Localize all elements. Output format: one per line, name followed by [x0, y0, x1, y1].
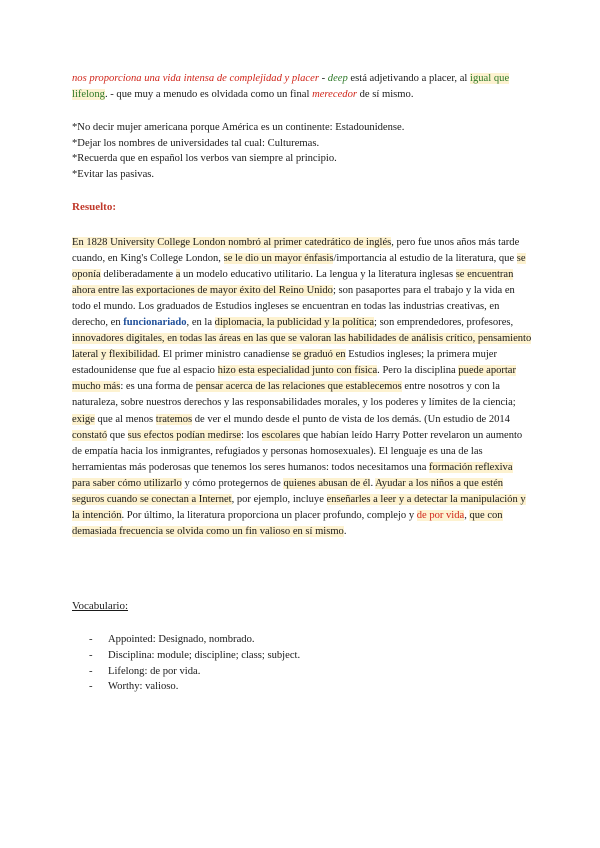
para-text: ,	[464, 509, 470, 521]
para-text: entre nosotros y con la naturaleza, sobre nuestros derechos y las responsabilidades morales, y los poderes y límites de la ciencia;	[72, 381, 516, 409]
para-highlight: constató	[72, 429, 108, 441]
para-text: deliberadamente	[100, 269, 176, 281]
para-highlight: se graduó en	[292, 349, 346, 361]
intro-highlight-lifelong: igual que lifelong	[72, 73, 510, 100]
para-text: que al menos	[94, 413, 156, 425]
para-text: .	[370, 477, 376, 489]
para-text: un modelo educativo utilitario. La lengua y la literatura inglesas	[180, 269, 456, 281]
para-text: . El primer ministro canadiense	[157, 349, 293, 361]
resolved-heading: Resuelto:	[72, 201, 116, 213]
para-highlight: puede aportar mucho más	[72, 365, 516, 393]
para-highlight: se encuentran ahora entre las exportaciones de mayor éxito del Reino Unido	[72, 269, 514, 297]
para-highlight: diplomacia, la publicidad y la política	[214, 317, 374, 329]
intro-text: de sí mismo.	[356, 88, 414, 100]
para-highlight: pensar acerca de las relaciones que establecemos	[195, 381, 402, 393]
para-highlight: a	[175, 269, 181, 281]
para-highlight: En 1828 University College London nombró al primer catedrático de inglés	[72, 237, 392, 248]
para-highlight: enseñarles a leer y a detectar la manipulación y la intención	[72, 493, 526, 521]
tips-list	[72, 120, 532, 182]
intro-deep-word: deep	[327, 73, 348, 84]
para-highlight: tratemos	[155, 413, 193, 425]
intro-paragraph	[72, 71, 532, 103]
para-text: Estudios ingleses; la primera mujer estadounidense que fue al espacio	[72, 349, 497, 377]
para-text: ; son emprendedores, profesores,	[374, 317, 514, 329]
para-highlight: Ayudar a los niños a que estén seguros cuando se conectan a Internet	[72, 477, 504, 505]
vocabulary-item	[72, 664, 300, 680]
para-text: . Pero la disciplina	[377, 365, 459, 377]
bullet-dash: -	[89, 649, 93, 661]
para-text: ; son pasaportes para el trabajo y la vida en todo el mundo. Los graduados de Estudios ingleses se encuentran en todas las industrias creativas, en derecho, en	[72, 285, 515, 329]
para-text: /importancia al estudio de la literatura, que	[333, 253, 517, 265]
para-highlight: escolares	[261, 429, 301, 441]
para-highlight: quienes abusan de él	[283, 477, 371, 489]
vocabulary-text: Disciplina: module; discipline; class; subject.	[108, 649, 301, 661]
bullet-dash: -	[89, 665, 93, 677]
para-text: . Por último, la literatura proporciona un placer profundo, complejo y	[121, 509, 417, 521]
intro-text: . - que muy a menudo es olvidada como un final	[104, 88, 313, 100]
vocabulary-text: Worthy: valioso.	[108, 681, 179, 693]
tip-item: *Dejar los nombres de universidades tal cual: Culturemas.	[72, 137, 320, 149]
intro-separator: -	[318, 73, 328, 84]
para-highlight: se oponía	[72, 253, 526, 281]
para-text: .	[343, 525, 347, 537]
para-text: , en la	[186, 317, 215, 329]
para-highlight: sus efectos podían medirse	[127, 429, 242, 441]
vocabulary-text: Appointed: Designado, nombrado.	[108, 634, 255, 645]
para-text: de ver el mundo desde el punto de vista de los demás. (Un estudio de 2014	[192, 413, 510, 425]
para-highlight: innovadores digitales, en todas las áreas en las que se valoran las habilidades de análisis crítico, pensamiento lateral y flexibilidad	[72, 333, 532, 361]
vocabulary-title: Vocabulario:	[72, 600, 129, 612]
vocabulary-item	[72, 648, 300, 664]
para-text: y cómo protegernos de	[181, 477, 284, 489]
para-text: : los	[241, 429, 262, 441]
bullet-dash: -	[89, 634, 93, 645]
para-text: , pero fue unos años más tarde cuando, en King's College London,	[72, 237, 520, 265]
para-highlight: formación reflexiva para saber cómo utilizarlo	[72, 461, 513, 489]
tip-item: *No decir mujer americana porque América es un continente: Estadounidense.	[72, 122, 405, 133]
para-text: que habían leído Harry Potter revelaron un aumento de empatía hacia los inmigrantes, refugiados y personas homosexuales). El lenguaje es una de las herramientas más poderosas que tenemos los seres humanos: todos necesitamos una	[72, 429, 523, 473]
para-text: , por ejemplo, incluye	[231, 493, 327, 505]
para-text: : es una forma de	[120, 381, 196, 393]
intro-text: está adjetivando a placer, al	[347, 73, 471, 84]
intro-merecedor-word: merecedor	[312, 88, 357, 100]
tip-item: *Evitar las pasivas.	[72, 168, 155, 180]
bullet-dash: -	[89, 681, 93, 693]
tip-item: *Recuerda que en español los verbos van siempre al principio.	[72, 153, 337, 165]
vocabulary-item	[72, 679, 300, 695]
para-highlight: hizo esta especialidad junto con física	[217, 365, 378, 377]
para-term-funcionariado: funcionariado	[123, 317, 187, 329]
para-highlight: que con demasiada frecuencia se olvida como un fin valioso en sí mismo	[72, 509, 503, 537]
para-highlight-red: de por vida	[416, 509, 465, 521]
para-highlight: exige	[72, 413, 95, 425]
vocabulary-list	[72, 632, 300, 695]
vocabulary-text: Lifelong: de por vida.	[108, 665, 201, 677]
vocabulary-item	[72, 632, 300, 648]
para-highlight: se le dio un mayor énfasis	[223, 253, 334, 265]
intro-italic-quote: nos proporciona una vida intensa de complejidad y placer	[72, 73, 319, 84]
para-text: que	[107, 429, 128, 441]
translation-paragraph	[72, 235, 532, 540]
